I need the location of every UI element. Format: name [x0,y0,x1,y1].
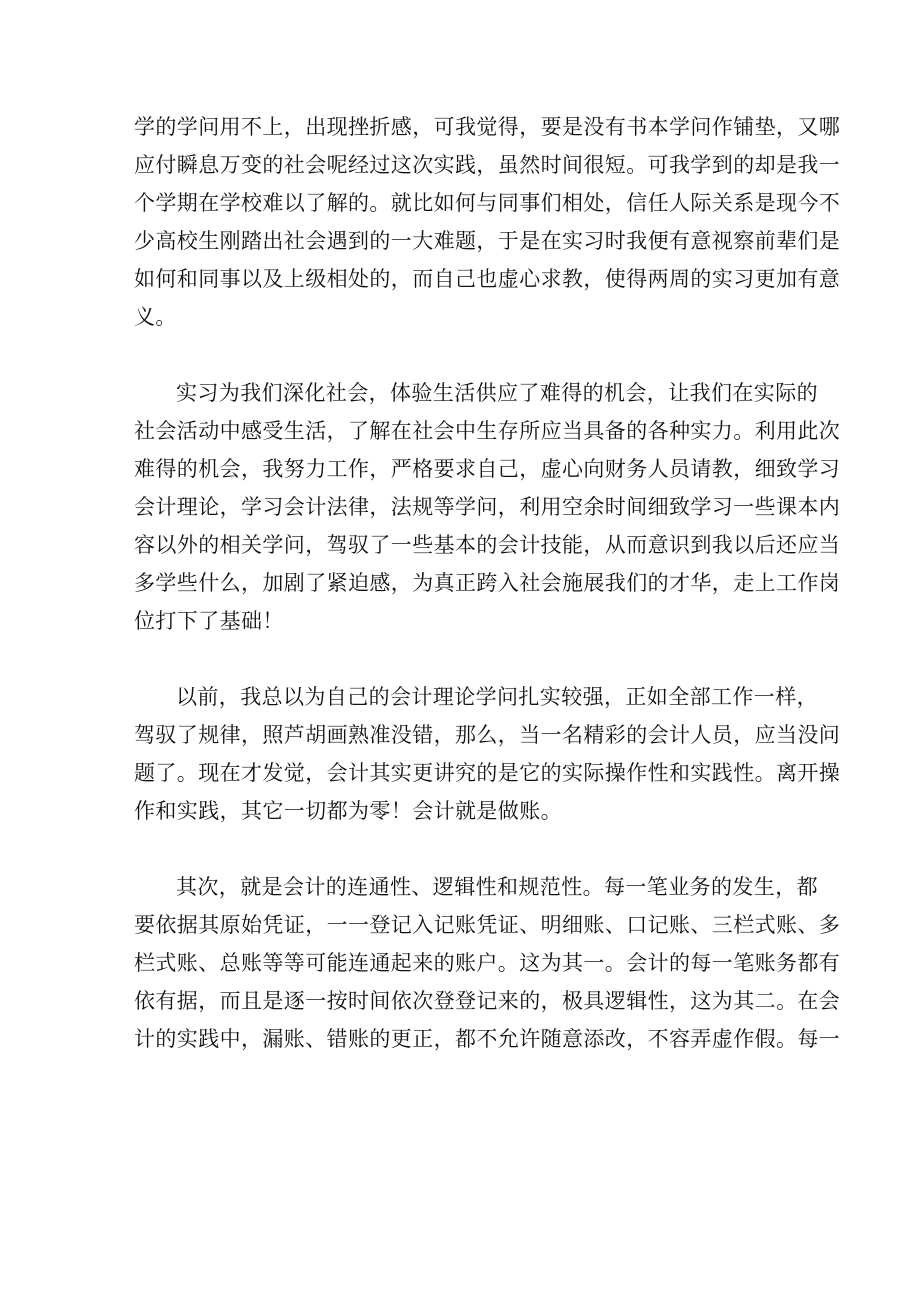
paragraph-2 [134,374,841,640]
text-line: 容以外的相关学问，驾驭了一些基本的会计技能，从而意识到我以后还应当 [134,533,841,557]
text-line: 其次，就是会计的连通性、逻辑性和规范性。每一笔业务的发生，都 [176,875,818,899]
text-line: 难得的机会，我努力工作，严格要求自己，虚心向财务人员请教，细致学习 [134,457,841,481]
paragraph-1 [134,108,841,336]
text-line: 应付瞬息万变的社会呢经过这次实践，虽然时间很短。可我学到的却是我一 [134,153,841,177]
text-line: 多学些什么，加剧了紧迫感，为真正跨入社会施展我们的才华，走上工作岗 [134,571,841,595]
text-line: 个学期在学校难以了解的。就比如何与同事们相处，信任人际关系是现今不 [134,191,841,215]
text-line: 会计理论，学习会计法律，法规等学问，利用空余时间细致学习一些课本内 [134,495,841,519]
paragraph-4 [134,868,841,1058]
paragraph-spacer [134,640,794,678]
text-line: 依有据，而且是逐一按时间依次登登记来的，极具逻辑性，这为其二。在会 [134,989,841,1013]
paragraph-3 [134,678,841,830]
text-line: 计的实践中，漏账、错账的更正，都不允许随意添改，不容弄虚作假。每一 [134,1027,841,1051]
text-line: 义。 [134,305,177,329]
text-line: 以前，我总以为自己的会计理论学问扎实较强，正如全部工作一样， [176,685,818,709]
paragraph-spacer [134,830,794,868]
text-line: 作和实践，其它一切都为零！会计就是做账。 [134,799,562,823]
text-line: 位打下了基础！ [134,609,284,633]
text-line: 驾驭了规律，照芦胡画熟准没错，那么，当一名精彩的会计人员，应当没问 [134,723,841,747]
text-line: 题了。现在才发觉，会计其实更讲究的是它的实际操作性和实践性。离开操 [134,761,841,785]
paragraph-spacer [134,336,794,374]
text-line: 实习为我们深化社会，体验生活供应了难得的机会，让我们在实际的 [176,381,818,405]
text-line: 如何和同事以及上级相处的，而自己也虚心求教，使得两周的实习更加有意 [134,267,841,291]
text-line: 学的学问用不上，出现挫折感，可我觉得，要是没有书本学问作铺垫，又哪 [134,115,841,139]
text-line: 少高校生刚踏出社会遇到的一大难题，于是在实习时我便有意视察前辈们是 [134,229,841,253]
text-line: 社会活动中感受生活，了解在社会中生存所应当具备的各种实力。利用此次 [134,419,841,443]
document-body [134,108,841,1058]
text-line: 栏式账、总账等等可能连通起来的账户。这为其一。会计的每一笔账务都有 [134,951,841,975]
text-line: 要依据其原始凭证，一一登记入记账凭证、明细账、口记账、三栏式账、多 [134,913,841,937]
